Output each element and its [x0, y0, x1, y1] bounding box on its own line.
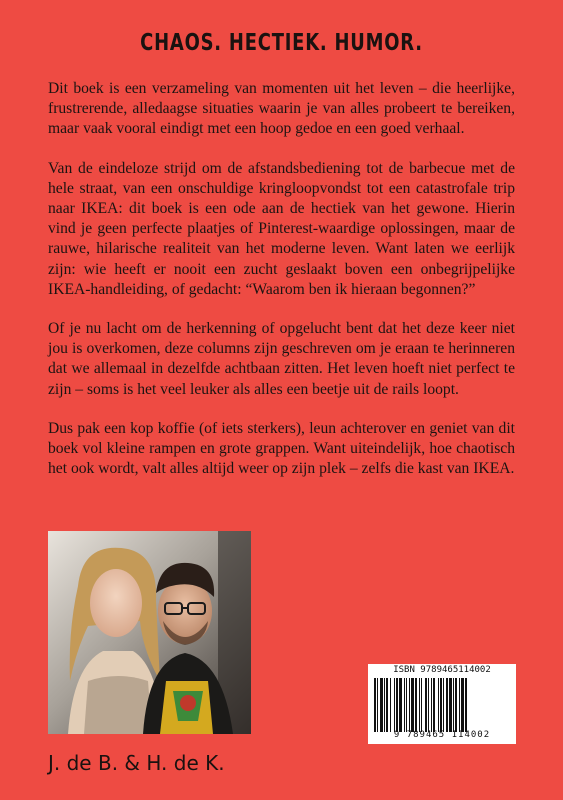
- cover-title: CHAOS. HECTIEK. HUMOR.: [140, 30, 423, 56]
- authors: J. de B. & H. de K.: [48, 751, 225, 775]
- blurb-paragraph-2: Van de eindeloze strijd om de afstandsbediening tot de barbecue met de hele straat, van een onschuldige kringloopvondst tot een catastrofale trip naar IKEA: dit boek is een ode aan de hectiek van het gewone. Hierin vind je geen perfecte plaatjes of Pinterest-waardige oplossingen, maar de rauwe, hilarische realiteit van het moderne leven. Want laten we eerlijk zijn: wie heeft er nooit een zucht geslaakt boven een onbegrijpelijke IKEA-handleiding, of gedacht: “Waarom ben ik hieraan begonnen?”: [48, 159, 515, 298]
- barcode: [368, 664, 516, 744]
- blurb-paragraph-3: Of je nu lacht om de herkenning of opgelucht bent dat het deze keer niet jou is overkomen, deze columns zijn geschreven om je eraan te herinneren dat we allemaal in dezelfde achtbaan zitten. Het leven hoeft niet perfect te zijn – soms is het veel leuker als alles een beetje uit de rails loopt.: [48, 320, 515, 398]
- isbn-digits: 9 789465 114002: [393, 730, 491, 740]
- author-photo: [48, 531, 251, 734]
- blurb: [48, 79, 515, 498]
- isbn-label: ISBN 9789465114002: [393, 665, 491, 675]
- blurb-paragraph-4: Dus pak een kop koffie (of iets sterkers), leun achterover en geniet van dit boek vol kleine rampen en grote grappen. Want uiteindelijk, hoe chaotisch het ook wordt, valt alles altijd weer op zijn plek – zelfs die kast van IKEA.: [48, 419, 515, 478]
- barcode-bars: [374, 678, 510, 732]
- blurb-paragraph-1: Dit boek is een verzameling van momenten uit het leven – die heerlijke, frustrerende, alledaagse situaties waarin je van alles probeert te bereiken, maar vaak vooral eindigt met een hoop gedoe en een goed verhaal.: [48, 80, 515, 138]
